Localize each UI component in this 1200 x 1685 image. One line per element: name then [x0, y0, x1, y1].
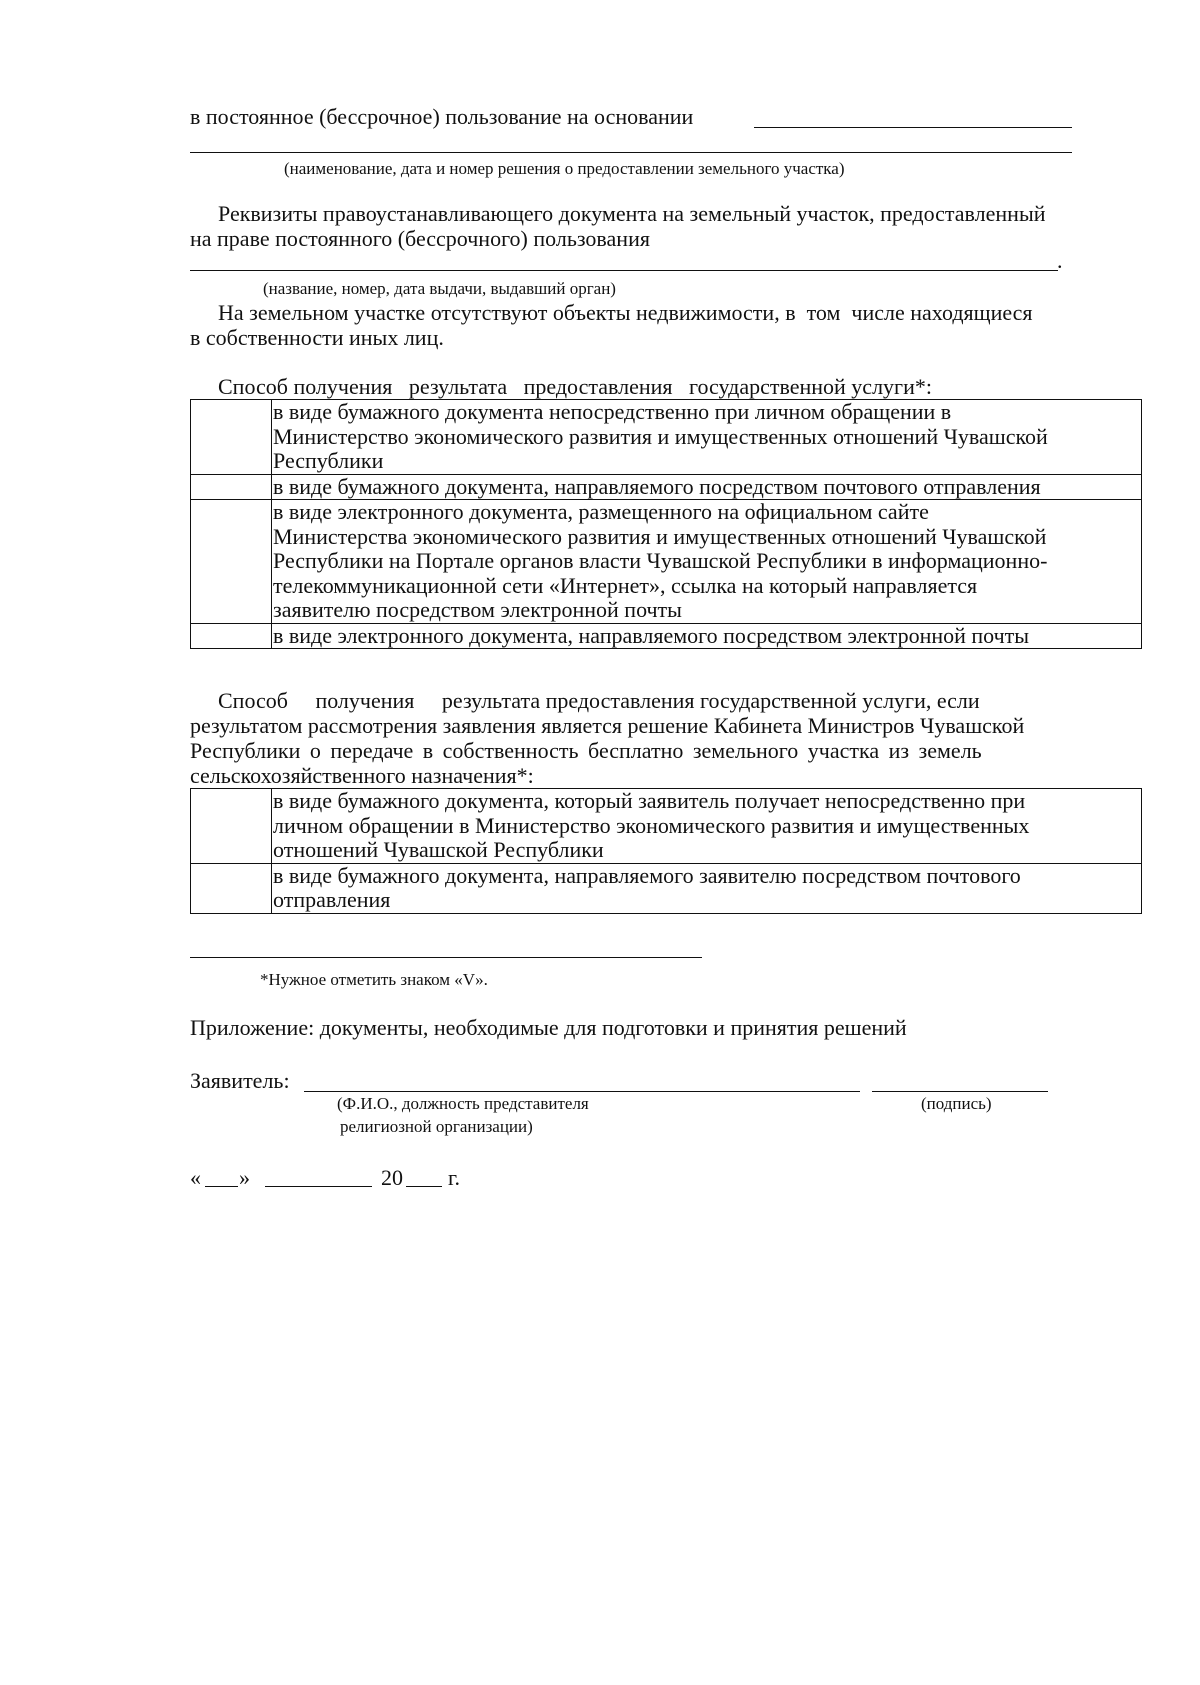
requisites-blank-line: [190, 270, 1058, 271]
date-suffix: г.: [448, 1165, 461, 1190]
method1-option-checkbox[interactable]: [191, 474, 272, 500]
option-line: в виде бумажного документа непосредственно при личном обращении в: [273, 399, 952, 424]
method2-option-checkbox[interactable]: [191, 863, 272, 913]
option-line: отправления: [273, 887, 391, 912]
option-line: телекоммуникационной сети «Интернет», ссылка на который направляется: [273, 572, 978, 598]
date-month-field[interactable]: [265, 1186, 372, 1187]
option-line: Республики на Портале органов власти Чувашской Республики в информационно-: [273, 548, 1048, 573]
requisites-line-2: на праве постоянного (бессрочного) пользования: [190, 226, 650, 251]
date-day-field[interactable]: [205, 1186, 238, 1187]
absence-line-2: в собственности иных лиц.: [190, 325, 444, 350]
method1-option-row[interactable]: [191, 500, 1142, 624]
method1-option-checkbox[interactable]: [191, 623, 272, 649]
option-line: в виде электронного документа, направляемого посредством электронной почты: [273, 622, 1030, 648]
method1-option-row[interactable]: [191, 400, 1142, 475]
method1-option-text: [272, 623, 1142, 649]
option-line: личном обращении в Министерство экономического развития и имущественных: [273, 812, 1030, 838]
option-line: Министерства экономического развития и имущественных отношений Чувашской: [273, 523, 1047, 549]
method1-option-checkbox[interactable]: [191, 500, 272, 624]
date-open-quote: «: [190, 1165, 201, 1190]
applicant-name-caption-2: религиозной организации): [340, 1117, 533, 1136]
footnote: *Нужное отметить знаком «V».: [260, 970, 488, 989]
applicant-label: Заявитель:: [190, 1068, 290, 1093]
requisites-period: .: [1057, 248, 1063, 273]
footnote-separator: [190, 957, 702, 958]
attachment-line: Приложение: документы, необходимые для подготовки и принятия решений: [190, 1015, 907, 1040]
intro-line: в постоянное (бессрочное) пользование на основании: [190, 104, 694, 129]
method2-heading-line-3: Республики о передаче в собственность бесплатно земельного участка из земель: [190, 738, 982, 763]
date-close-quote: »: [239, 1165, 250, 1190]
method1-option-text: [272, 474, 1142, 500]
option-line: отношений Чувашской Республики: [273, 837, 604, 862]
method2-option-row[interactable]: [191, 789, 1142, 864]
option-line: в виде бумажного документа, направляемого заявителю посредством почтового: [273, 862, 1021, 888]
method1-option-text: [272, 500, 1142, 624]
method2-heading-line-4: сельскохозяйственного назначения*:: [190, 763, 534, 788]
applicant-signature-caption: (подпись): [921, 1094, 992, 1113]
date-year-field[interactable]: [406, 1186, 442, 1187]
method1-option-checkbox[interactable]: [191, 400, 272, 475]
applicant-signature-field[interactable]: [872, 1091, 1048, 1092]
method2-option-text: [272, 789, 1142, 864]
method2-option-checkbox[interactable]: [191, 789, 272, 864]
requisites-line-1: Реквизиты правоустанавливающего документа на земельный участок, предоставленный: [218, 201, 1046, 226]
method1-option-text: [272, 400, 1142, 475]
absence-line-1: На земельном участке отсутствуют объекты недвижимости, в том числе находящиеся: [218, 300, 1033, 325]
method1-option-row[interactable]: [191, 474, 1142, 500]
date-year-prefix: 20: [381, 1165, 403, 1190]
option-line: Республики: [273, 448, 384, 473]
requisites-caption: (название, номер, дата выдачи, выдавший орган): [263, 279, 616, 298]
method1-heading: Способ получения результата предоставления государственной услуги*:: [218, 374, 932, 399]
option-line: Министерство экономического развития и имущественных отношений Чувашской: [273, 423, 1048, 449]
option-line: в виде бумажного документа, который заявитель получает непосредственно при: [273, 788, 1026, 813]
option-line: в виде бумажного документа, направляемого посредством почтового отправления: [273, 473, 1041, 499]
method2-options-table: [190, 788, 1142, 914]
applicant-name-field[interactable]: [304, 1091, 860, 1092]
method2-heading-line-2: результатом рассмотрения заявления является решение Кабинета Министров Чувашской: [190, 713, 1025, 738]
intro-blank-line-2: [190, 152, 1072, 153]
intro-caption: (наименование, дата и номер решения о предоставлении земельного участка): [284, 159, 845, 178]
method1-option-row[interactable]: [191, 623, 1142, 649]
applicant-name-caption-1: (Ф.И.О., должность представителя: [337, 1094, 589, 1113]
option-line: заявителю посредством электронной почты: [273, 597, 682, 622]
intro-blank-line: [754, 127, 1072, 128]
method1-options-table: [190, 399, 1142, 649]
method2-option-row[interactable]: [191, 863, 1142, 913]
option-line: в виде электронного документа, размещенного на официальном сайте: [273, 499, 929, 524]
method2-option-text: [272, 863, 1142, 913]
method2-heading-line-1: Способ получения результата предоставления государственной услуги, если: [218, 688, 980, 713]
